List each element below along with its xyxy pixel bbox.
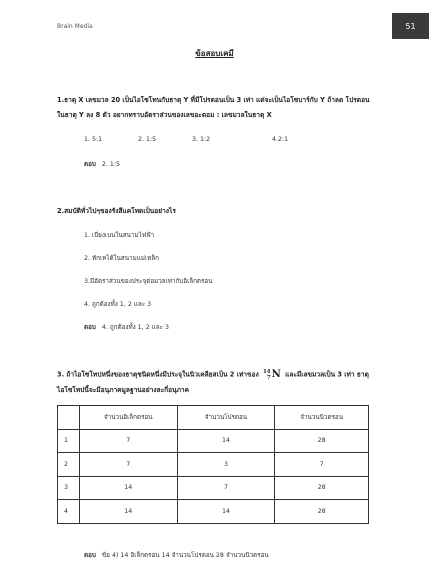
question-2-text: 2.สมบัติทั่วไปๆของรังสีแคโทดเป็นอย่างไร	[57, 207, 176, 215]
q2-choice-4: 4. ถูกต้องทั้ง 1, 2 และ 3	[84, 301, 152, 308]
q2-choice-1: 1. เบี่ยงเบนในสนามไฟฟ้า	[84, 232, 155, 239]
q2-answer	[84, 322, 169, 332]
table-row	[58, 453, 369, 477]
nuclide-element-symbol: N	[271, 369, 281, 380]
table-cell: 7	[79, 429, 177, 453]
table-cell: 4	[58, 500, 80, 524]
q1-choice-2: 2. 1:5	[138, 136, 157, 143]
table-cell: 14	[177, 429, 275, 453]
table-cell: 14	[177, 500, 275, 524]
table-cell: 3	[177, 453, 275, 477]
page-number-badge	[392, 13, 429, 39]
table-header-cell: จำนวนนิวตรอน	[275, 406, 369, 430]
q3-answer	[84, 550, 269, 560]
question-3-text	[57, 367, 377, 398]
table-row	[58, 500, 369, 524]
q2-choice-3: 3.มีอัตราส่วนของประจุต่อมวลเท่ากับอิเล็กตรอน	[84, 278, 213, 285]
table-row	[58, 476, 369, 500]
page-title: ข้อสอบเคมี	[195, 49, 234, 58]
table-cell: 3	[58, 476, 80, 500]
q1-choice-3: 3. 1:2	[192, 136, 211, 143]
nuclide-atomic-number: 7	[266, 374, 271, 381]
table-cell: 7	[177, 476, 275, 500]
q2-answer-value: 4. ถูกต้องทั้ง 1, 2 และ 3	[101, 324, 170, 331]
table-row	[58, 429, 369, 453]
nuclide-mass-number: 14	[262, 368, 271, 375]
page-header	[0, 0, 429, 44]
table-cell: 7	[275, 453, 369, 477]
q3-particle-table	[57, 405, 369, 524]
table-cell: 14	[79, 476, 177, 500]
table-cell: 28	[275, 429, 369, 453]
q1-choice-1: 1. 5:1	[84, 136, 103, 143]
answer-label: ตอบ	[84, 324, 96, 331]
table-cell: 28	[275, 500, 369, 524]
answer-label: ตอบ	[84, 552, 96, 559]
page-number: 51	[405, 21, 416, 31]
q1-answer	[84, 159, 120, 169]
table-cell: 1	[58, 429, 80, 453]
table-header-cell	[58, 406, 80, 430]
q1-choice-4: 4.2:1	[272, 136, 289, 143]
table-header-cell: จำนวนอิเล็กตรอน	[79, 406, 177, 430]
table-cell: 14	[79, 500, 177, 524]
table-cell: 7	[79, 453, 177, 477]
nitrogen-nuclide-symbol	[263, 367, 281, 382]
answer-label: ตอบ	[84, 161, 96, 168]
table-header-cell: จำนวนโปรตอน	[177, 406, 275, 430]
q3-text-after: และมีเลขมวลเป็น 3 เท่า ธาตุไอโซโทปนี้จะมีอนุภาคมูลฐานอย่างละกี่อนุภาค	[57, 370, 369, 394]
q3-answer-value: ข้อ 4) 14 อิเล็กตรอน 14 จำนวนโปรตอน 28 จำนวนนิวตรอน	[101, 552, 269, 559]
question-1-text: 1.ธาตุ X เลขมวล 20 เป็นไอโซโทนกับธาตุ Y ที่มีโปรตอนเป็น 3 เท่า แต่จะเป็นไอโซบาร์กับ Y ถ้าลด โปรตอนในธาตุ Y ลง 8 ตัว อยากทราบอัตราส่วนของเลขอะตอม : เลขมวลในธาตุ X	[57, 96, 370, 119]
table-cell: 28	[275, 476, 369, 500]
q1-answer-value: 2. 1:5	[101, 161, 121, 168]
q3-text-before: 3. ถ้าไอโซโทปหนึ่งของธาตุชนิดหนึ่งมีประจุในนิวเคลียสเป็น 2 เท่าของ	[57, 370, 259, 379]
table-cell: 2	[58, 453, 80, 477]
q2-choice-2: 2. หักเหได้ในสนามแม่เหล็ก	[84, 255, 159, 262]
table-header-row	[58, 406, 369, 430]
brand-name: Brain Media	[57, 23, 93, 30]
